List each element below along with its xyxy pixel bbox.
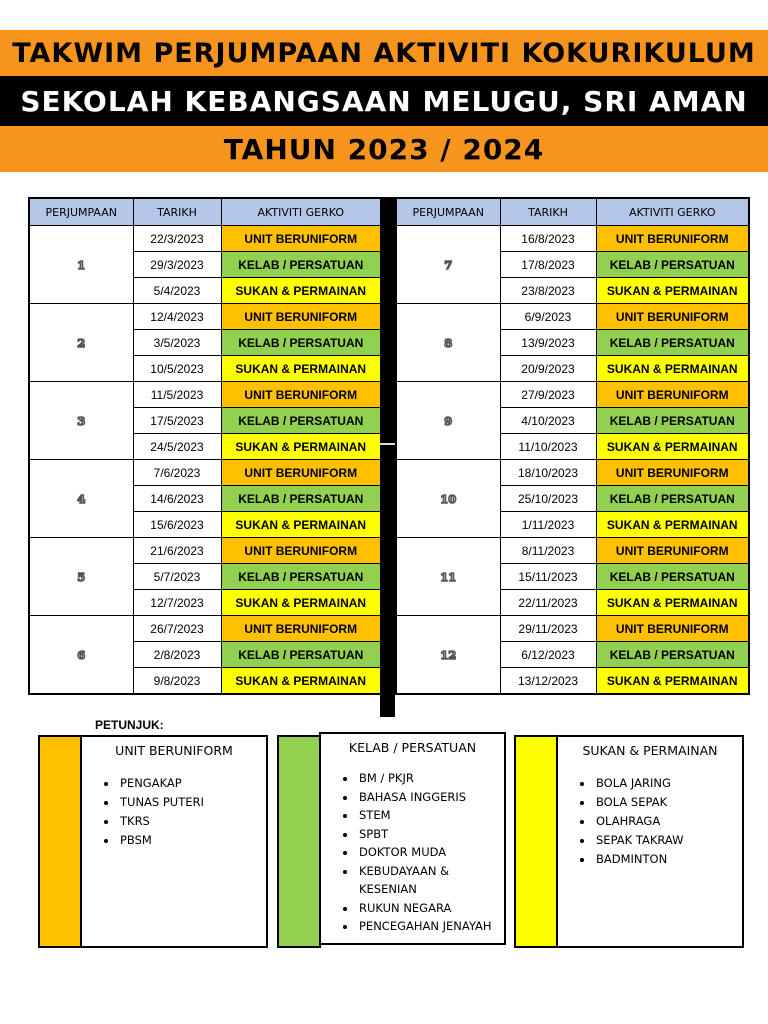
- legend-sukan-permainan: [514, 735, 744, 948]
- legend-item: • PENGAKAP: [118, 774, 266, 793]
- header-perjumpaan: PERJUMPAAN: [29, 198, 133, 226]
- meeting-date: 6/12/2023: [500, 642, 596, 668]
- activity-cell: SUKAN & PERMAINAN: [221, 356, 381, 382]
- legend-item: • DOKTOR MUDA: [357, 843, 504, 862]
- table-row: [29, 460, 381, 486]
- activity-cell: KELAB / PERSATUAN: [596, 330, 749, 356]
- activity-cell: SUKAN & PERMAINAN: [221, 434, 381, 460]
- meeting-date: 5/7/2023: [133, 564, 221, 590]
- activity-cell: SUKAN & PERMAINAN: [221, 590, 381, 616]
- legend-swatch-yellow: [514, 735, 558, 948]
- table-row: [396, 538, 749, 564]
- meeting-date: 12/7/2023: [133, 590, 221, 616]
- activity-cell: SUKAN & PERMAINAN: [596, 278, 749, 304]
- activity-cell: UNIT BERUNIFORM: [221, 460, 381, 486]
- legend-item: • SPBT: [357, 825, 504, 844]
- activity-cell: KELAB / PERSATUAN: [596, 252, 749, 278]
- year-banner: [0, 126, 768, 172]
- activity-cell: UNIT BERUNIFORM: [596, 304, 749, 330]
- meeting-date: 11/5/2023: [133, 382, 221, 408]
- meeting-date: 25/10/2023: [500, 486, 596, 512]
- table-row: [29, 226, 381, 252]
- meeting-number: 9: [396, 382, 500, 460]
- meeting-date: 20/9/2023: [500, 356, 596, 382]
- header-aktiviti: AKTIVITI GERKO: [221, 198, 381, 226]
- header-tarikh: TARIKH: [133, 198, 221, 226]
- title-line-3: TAHUN 2023 / 2024: [223, 132, 545, 166]
- activity-cell: UNIT BERUNIFORM: [221, 226, 381, 252]
- meeting-date: 21/6/2023: [133, 538, 221, 564]
- activity-cell: KELAB / PERSATUAN: [221, 330, 381, 356]
- legend-box: [80, 735, 268, 948]
- meeting-date: 15/11/2023: [500, 564, 596, 590]
- schedule-table-right: [395, 197, 750, 695]
- meeting-date: 18/10/2023: [500, 460, 596, 486]
- legend-item: • KEBUDAYAAN & KESENIAN: [357, 862, 504, 899]
- table-row: [396, 616, 749, 642]
- legend-box: [556, 735, 744, 948]
- divider-mark: [380, 443, 395, 445]
- activity-cell: SUKAN & PERMAINAN: [596, 356, 749, 382]
- activity-cell: KELAB / PERSATUAN: [221, 486, 381, 512]
- meeting-date: 2/8/2023: [133, 642, 221, 668]
- schedule-table-left: [28, 197, 382, 695]
- table-row: [396, 304, 749, 330]
- legend-title: KELAB / PERSATUAN: [348, 740, 477, 755]
- meeting-date: 15/6/2023: [133, 512, 221, 538]
- meeting-date: 26/7/2023: [133, 616, 221, 642]
- legend-item: • SEPAK TAKRAW: [594, 831, 742, 850]
- legend-kelab-persatuan: [277, 735, 506, 948]
- meeting-number: 7: [396, 226, 500, 304]
- legend-item: • BAHASA INGGERIS: [357, 788, 504, 807]
- activity-cell: UNIT BERUNIFORM: [221, 304, 381, 330]
- legend-item: • OLAHRAGA: [594, 812, 742, 831]
- meeting-number: 8: [396, 304, 500, 382]
- meeting-date: 22/11/2023: [500, 590, 596, 616]
- header-aktiviti: AKTIVITI GERKO: [596, 198, 749, 226]
- table-row: [29, 616, 381, 642]
- meeting-number: 11: [396, 538, 500, 616]
- meeting-date: 17/5/2023: [133, 408, 221, 434]
- table-row: [396, 226, 749, 252]
- meeting-number: 2: [29, 304, 133, 382]
- meeting-date: 7/6/2023: [133, 460, 221, 486]
- legend-label: PETUNJUK:: [95, 718, 164, 732]
- activity-cell: KELAB / PERSATUAN: [596, 642, 749, 668]
- activity-cell: KELAB / PERSATUAN: [596, 564, 749, 590]
- meeting-number: 5: [29, 538, 133, 616]
- activity-cell: UNIT BERUNIFORM: [596, 382, 749, 408]
- activity-cell: UNIT BERUNIFORM: [596, 616, 749, 642]
- meeting-number: 3: [29, 382, 133, 460]
- meeting-date: 8/11/2023: [500, 538, 596, 564]
- activity-cell: KELAB / PERSATUAN: [221, 564, 381, 590]
- legend-item: • PENCEGAHAN JENAYAH: [357, 917, 504, 936]
- legend-item: • TKRS: [118, 812, 266, 831]
- meeting-date: 1/11/2023: [500, 512, 596, 538]
- meeting-date: 3/5/2023: [133, 330, 221, 356]
- meeting-number: 4: [29, 460, 133, 538]
- meeting-number: 12: [396, 616, 500, 695]
- activity-cell: SUKAN & PERMAINAN: [221, 278, 381, 304]
- legend-title: SUKAN & PERMAINAN: [582, 743, 718, 758]
- activity-cell: SUKAN & PERMAINAN: [221, 512, 381, 538]
- activity-cell: SUKAN & PERMAINAN: [221, 668, 381, 695]
- meeting-date: 16/8/2023: [500, 226, 596, 252]
- activity-cell: SUKAN & PERMAINAN: [596, 668, 749, 695]
- legend-item: • RUKUN NEGARA: [357, 899, 504, 918]
- title-line-1: TAKWIM PERJUMPAAN AKTIVITI KOKURIKULUM: [12, 37, 756, 69]
- activity-cell: UNIT BERUNIFORM: [221, 616, 381, 642]
- legend-swatch-orange: [38, 735, 82, 948]
- legend-list: [558, 774, 742, 869]
- meeting-date: 6/9/2023: [500, 304, 596, 330]
- activity-cell: UNIT BERUNIFORM: [596, 538, 749, 564]
- legend-item: • PBSM: [118, 831, 266, 850]
- table-header-row: [396, 198, 749, 226]
- table-row: [29, 382, 381, 408]
- meeting-date: 11/10/2023: [500, 434, 596, 460]
- column-divider: [380, 197, 395, 717]
- activity-cell: SUKAN & PERMAINAN: [596, 590, 749, 616]
- activity-cell: KELAB / PERSATUAN: [221, 642, 381, 668]
- meeting-date: 29/3/2023: [133, 252, 221, 278]
- activity-cell: UNIT BERUNIFORM: [596, 226, 749, 252]
- legend-title: UNIT BERUNIFORM: [115, 743, 233, 758]
- activity-cell: KELAB / PERSATUAN: [596, 486, 749, 512]
- meeting-date: 13/12/2023: [500, 668, 596, 695]
- activity-cell: SUKAN & PERMAINAN: [596, 512, 749, 538]
- meeting-number: 6: [29, 616, 133, 695]
- meeting-date: 10/5/2023: [133, 356, 221, 382]
- meeting-date: 23/8/2023: [500, 278, 596, 304]
- table-header-row: [29, 198, 381, 226]
- legend-box: [319, 732, 506, 945]
- meeting-date: 17/8/2023: [500, 252, 596, 278]
- title-banner: [0, 30, 768, 76]
- meeting-date: 9/8/2023: [133, 668, 221, 695]
- legend-list: [82, 774, 266, 850]
- meeting-date: 12/4/2023: [133, 304, 221, 330]
- meeting-date: 14/6/2023: [133, 486, 221, 512]
- legend-list: [321, 769, 504, 936]
- activity-cell: UNIT BERUNIFORM: [221, 538, 381, 564]
- activity-cell: KELAB / PERSATUAN: [221, 252, 381, 278]
- legend-item: • TUNAS PUTERI: [118, 793, 266, 812]
- meeting-date: 13/9/2023: [500, 330, 596, 356]
- header-tarikh: TARIKH: [500, 198, 596, 226]
- table-row: [396, 460, 749, 486]
- activity-cell: KELAB / PERSATUAN: [221, 408, 381, 434]
- table-row: [396, 382, 749, 408]
- legend-swatch-green: [277, 735, 321, 948]
- activity-cell: UNIT BERUNIFORM: [596, 460, 749, 486]
- meeting-date: 27/9/2023: [500, 382, 596, 408]
- table-row: [29, 304, 381, 330]
- activity-cell: UNIT BERUNIFORM: [221, 382, 381, 408]
- meeting-date: 5/4/2023: [133, 278, 221, 304]
- meeting-number: 10: [396, 460, 500, 538]
- legend-item: • STEM: [357, 806, 504, 825]
- meeting-date: 22/3/2023: [133, 226, 221, 252]
- school-banner: [0, 76, 768, 126]
- legend-item: • BOLA SEPAK: [594, 793, 742, 812]
- meeting-date: 29/11/2023: [500, 616, 596, 642]
- legend-item: • BADMINTON: [594, 850, 742, 869]
- meeting-date: 4/10/2023: [500, 408, 596, 434]
- legend-unit-beruniform: [38, 735, 268, 948]
- activity-cell: SUKAN & PERMAINAN: [596, 434, 749, 460]
- title-line-2: SEKOLAH KEBANGSAAN MELUGU, SRI AMAN: [20, 84, 748, 118]
- activity-cell: KELAB / PERSATUAN: [596, 408, 749, 434]
- header-perjumpaan: PERJUMPAAN: [396, 198, 500, 226]
- table-row: [29, 538, 381, 564]
- meeting-date: 24/5/2023: [133, 434, 221, 460]
- legend-item: • BOLA JARING: [594, 774, 742, 793]
- meeting-number: 1: [29, 226, 133, 304]
- legend-item: • BM / PKJR: [357, 769, 504, 788]
